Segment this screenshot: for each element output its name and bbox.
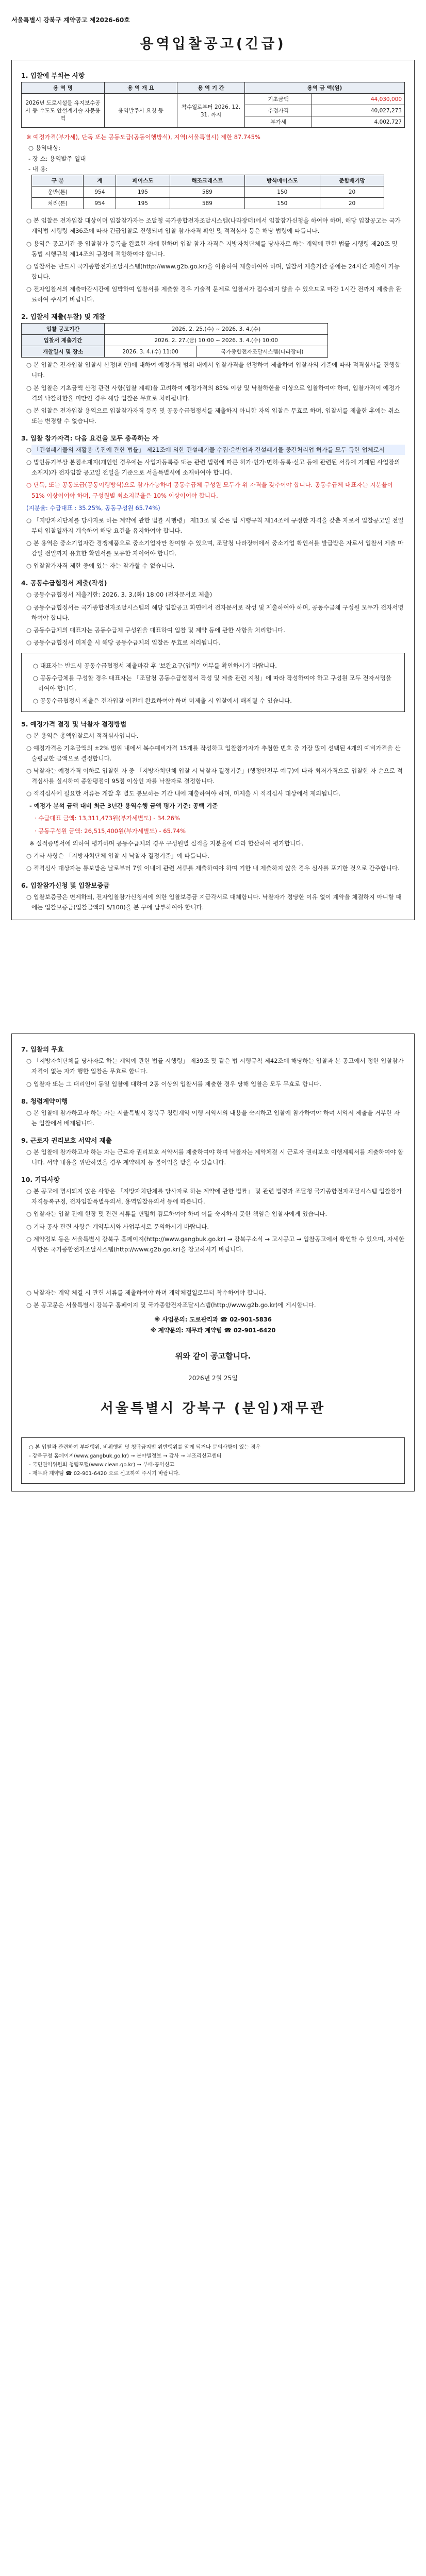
s8-para-1: ○ 본 입찰에 참가하고자 하는 자는 서울특별시 강북구 청렴계약 이행 서약서의 내용을 숙지하고 입찰에 참가하여야 하며 서약서 제출을 거부한 자는 입찰에서 배제됩니다. xyxy=(26,1109,400,1127)
vt-h1: 계 xyxy=(84,175,116,187)
section-3-heading: 3. 입찰 참가자격: 다음 요건을 모두 충족하는 자 xyxy=(21,434,159,443)
section-1-heading: 1. 입찰에 부치는 사항 xyxy=(21,72,85,79)
th-amount: 용역 금 액(원) xyxy=(245,82,405,94)
s3-para-7: ○ 입찰참가자격 제한 중에 있는 자는 참가할 수 없습니다. xyxy=(26,562,175,570)
schedule-label: 입찰 공고기간 xyxy=(22,324,105,335)
section-7-heading: 7. 입찰의 무효 xyxy=(21,1045,64,1054)
footer-line-2: - 강북구청 홈페이지(www.gangbuk.go.kr) → 분야별정보 → 감사 → 부조리신고센터 xyxy=(29,1453,222,1459)
s5-para-2: ○ 예정가격은 기초금액의 ±2% 범위 내에서 복수예비가격 15개를 작성하고 입찰참가자가 추첨한 번호 중 가장 많이 선택된 4개의 예비가격을 산술평균한 금액으로 결정합니다. xyxy=(26,744,401,762)
s5-price-line-1: · 수급대표 금액: 13,311,473원(부가세별도) - 34.26% xyxy=(35,815,180,822)
table-cell: 589 xyxy=(170,187,244,198)
schedule-label: 개찰일시 및 장소 xyxy=(22,346,105,358)
table-cell: 195 xyxy=(116,198,170,209)
section-9-heading: 9. 근로자 권리보호 서약서 제출 xyxy=(21,1136,112,1144)
vt-h4: 방식메이스도 xyxy=(245,175,320,187)
s4-box-para-2: ○ 공동수급체를 구성할 경우 대표자는 「조달청 공동수급협정서 작성 및 제출 관련 지침」에 따라 작성하여야 하고 구성원 모두 전자서명을 하여야 합니다. xyxy=(33,674,392,692)
schedule-value: 2026. 3. 4.(수) 11:00 xyxy=(105,346,196,358)
service-period: 착수일로부터 2026. 12. 31. 까지 xyxy=(177,94,245,128)
document-number: 서울특별시 강북구 계약공고 제2026-60호 xyxy=(11,16,130,24)
contact-inquiry: ※ 사업문의: 도로관리과 ☎ 02-901-5836 xyxy=(154,1316,272,1324)
section-5-heading: 5. 예정가격 결정 및 낙찰자 결정방법 xyxy=(21,720,127,728)
s3-para-3: ○ 단독, 또는 공동도급(공동이행방식)으로 참가가능하며 공동수급체 구성원 모두가 위 자격을 갖추어야 합니다. 공동수급체 대표자는 지분율이 51% 이상이어야 하며, 구성원별 최소지분율은 10% 이상이어야 합니다. xyxy=(26,481,393,499)
schedule-value: 2026. 2. 25.(수) ~ 2026. 3. 4.(수) xyxy=(105,324,328,335)
service-summary: 용역발주시 요청 등 xyxy=(105,94,177,128)
s5-price-para-2: ○ 기타 사항은 「지방자치단체 입찰 시 낙찰자 결정기준」에 따릅니다. xyxy=(26,852,209,859)
s10-para-4: ○ 계약정보 등은 서울특별시 강북구 홈페이지(http://www.gangbuk.go.kr) → 강북구소식 → 고시공고 → 입찰공고에서 확인할 수 있으며, 자세한 사항은 국가종합전자조달시스템(http://www.g2b.go.kr)을 참고하시기 바랍니다. xyxy=(26,1235,405,1253)
service-name: 2026년 도로시설물 유지보수공사 등 수도도 안설계기술 자문용역 xyxy=(22,94,105,128)
footer-line-4: - 재무과 계약팀 ☎ 02-901-6420 으로 신고하여 주시기 바랍니다. xyxy=(29,1470,180,1477)
th-summary: 용 역 개 요 xyxy=(105,82,177,94)
s4-box-para-1: ○ 대표자는 반드시 공동수급협정서 제출마감 후 '보완요구(입력)' 여부를 확인하시기 바랍니다. xyxy=(33,662,277,670)
est-amount-label: 추정가격 xyxy=(245,105,312,116)
s3-para-6: ○ 본 용역은 중소기업자간 경쟁제품으로 중소기업자만 참여할 수 있으며, 조달청 나라장터에서 중소기업 확인서를 발급받은 자로서 입찰서 제출 마감일 전일까지 유효한 확인서를 보유한 자이어야 합니다. xyxy=(26,539,404,557)
s10-para-2: ○ 입찰자는 입찰 전에 현장 및 관련 서류를 면밀히 검토하여야 하며 이를 숙지하지 못한 책임은 입찰자에게 있습니다. xyxy=(26,1210,327,1218)
announcement-document xyxy=(11,11,415,1492)
table-cell: 150 xyxy=(245,198,320,209)
table-row xyxy=(22,335,328,346)
vat-amount-label: 부가세 xyxy=(245,116,312,128)
s3-para-4: (지분율: 수급대표 : 35.25%, 공동구성원 65.74%) xyxy=(26,504,160,512)
s1-para-4: ○ 전자입찰서의 제출마감시간에 임박하여 입찰서를 제출할 경우 기술적 문제로 입찰서가 접수되지 않을 수 있으므로 마감 1시간 전까지 제출을 완료하여 주시기 바랍니다. xyxy=(26,285,402,303)
vat-amount: 4,002,727 xyxy=(312,116,405,128)
s6-para-1: ○ 입찰보증금은 면제하되, 전자입찰참가신청서에 의한 입찰보증금 지급각서로 대체합니다. 낙찰자가 정당한 이유 없이 계약을 체결하지 아니할 때에는 입찰보증금(입찰금액의 5/100)을 본 구에 납부하여야 합니다. xyxy=(26,893,402,911)
s7-para-2: ○ 입찰자 또는 그 대리인이 동일 입찰에 대하여 2통 이상의 입찰서를 제출한 경우 당해 입찰은 모두 무효로 합니다. xyxy=(26,1080,321,1088)
s5-price-para-1: ※ 실적증명서에 의하여 평가하며 공동수급체의 경우 구성원별 실적을 지분율에 따라 합산하여 평가합니다. xyxy=(29,839,304,847)
est-amount: 40,027,273 xyxy=(312,105,405,116)
schedule-value: 국가종합전자조달시스템(나라장터) xyxy=(196,346,328,358)
section-1-note: ※ 예정가격(부가세), 단독 또는 공동도급(공동이행방식), 지역(서울특별시) 제한 87.745% xyxy=(26,133,260,141)
issuer-name: 서울특별시 강북구 (분임)재무관 xyxy=(100,1400,326,1416)
s5-price-heading: - 예정가 분석 금액 대비 최근 3년간 용역수행 금액 평가 기준: 공백 기준 xyxy=(29,802,218,810)
vt-h3: 해조크레스트 xyxy=(170,175,244,187)
s4-para-2: ○ 공동수급협정서는 국가종합전자조달시스템의 해당 입찰공고 화면에서 전자문서로 작성 및 제출하여야 하며, 공동수급체 구성원 모두가 전자서명하여야 합니다. xyxy=(26,603,404,621)
s10-para-1: ○ 본 공고에 명시되지 않은 사항은 「지방자치단체를 당사자로 하는 계약에 관한 법률」 및 관련 법령과 조달청 국가종합전자조달시스템 입찰참가자격등록규정, 전자입찰특별유의서, 용역입찰유의서 등에 따릅니다. xyxy=(26,1188,402,1206)
section-8-heading: 8. 청렴계약이행 xyxy=(21,1097,68,1105)
base-amount: 44,030,000 xyxy=(312,94,405,105)
vt-h0: 구 분 xyxy=(32,175,84,187)
bullet-3: - 내 용: xyxy=(28,165,48,173)
s5-para-3: ○ 낙찰자는 예정가격 이하로 입찰한 자 중 「지방자치단체 입찰 시 낙찰자 결정기준」(행정안전부 예규)에 따라 최저가격으로 입찰한 자 순으로 적격심사를 실시하여 종합평점이 95점 이상인 자를 낙찰자로 결정합니다. xyxy=(26,767,403,785)
table-cell: 20 xyxy=(320,198,384,209)
section-2-heading: 2. 입찰서 제출(투찰) 및 개찰 xyxy=(21,313,106,321)
vt-h2: 페이스도 xyxy=(116,175,170,187)
section-10-heading: 10. 기타사항 xyxy=(21,1176,60,1184)
s10-para-3: ○ 기타 공사 관련 사항은 계약부서와 사업부서로 문의하시기 바랍니다. xyxy=(26,1223,209,1230)
table-cell: 954 xyxy=(84,198,116,209)
s4-notice-box xyxy=(21,653,405,712)
schedule-table xyxy=(21,323,328,358)
vt-h5: 준합배기망 xyxy=(320,175,384,187)
schedule-value: 2026. 2. 27.(금) 10:00 ~ 2026. 3. 4.(수) 10:00 xyxy=(105,335,328,346)
page-2 xyxy=(11,1033,415,1491)
s7-para-1: ○ 「지방자치단체를 당사자로 하는 계약에 관한 법률 시행령」 제39조 및 같은 법 시행규칙 제42조에 해당하는 입찰과 본 공고에서 정한 입찰참가자격이 없는 자가 행한 입찰은 무효로 합니다. xyxy=(26,1057,404,1075)
s10-final-1: ○ 낙찰자는 계약 체결 시 관련 서류를 제출하여야 하며 계약체결일로부터 착수하여야 합니다. xyxy=(26,1289,266,1296)
s3-para-2: ○ 법인등기부상 본점소재지(개인인 경우에는 사업자등록증 또는 관련 법령에 따른 허가·인가·면허·등록·신고 등에 관련된 서류에 기재된 사업장의 소재지)가 전자입찰 공고일 전일을 기준으로 서울특별시에 소재하여야 합니다. xyxy=(26,459,400,477)
section-6-heading: 6. 입찰참가신청 및 입찰보증금 xyxy=(21,882,110,890)
s1-para-1: ○ 본 입찰은 전자입찰 대상이며 입찰참가자는 조달청 국가종합전자조달시스템(나라장터)에서 입찰참가신청을 하여야 하며, 해당 입찰공고는 국가계약법 시행령 제36조에 따라 긴급입찰로 진행되며 입찰 참가자격 확인 및 적격심사 등은 해당 법령에 따릅니다. xyxy=(26,217,401,235)
document-title: 용역입찰공고(긴급) xyxy=(140,36,286,52)
table-row xyxy=(22,346,328,358)
schedule-label: 입찰서 제출기간 xyxy=(22,335,105,346)
s3-text-1: ○ 「건설폐기물의 재활용 촉진에 관한 법률」 제21조에 의한 건설폐기물 수집·운반업과 건설폐기물 중간처리업 허가를 모두 득한 업체로서 xyxy=(31,445,405,455)
s9-para-1: ○ 본 입찰에 참가하고자 하는 자는 근로자 권리보호 서약서를 제출하여야 하며 낙찰자는 계약체결 시 근로자 권리보호 이행계획서를 제출하여야 합니다. 서약 내용을 위반하였을 경우 계약해지 등 불이익을 받을 수 있습니다. xyxy=(26,1148,404,1166)
s5-price-para-3: ○ 적격심사 대상자는 통보받은 날로부터 7일 이내에 관련 서류를 제출하여야 하며 기한 내 제출하지 않을 경우 심사를 포기한 것으로 간주합니다. xyxy=(26,864,400,872)
s4-para-1: ○ 공동수급협정서 제출기한: 2026. 3. 3.(화) 18:00 (전자문서로 제출) xyxy=(26,591,212,599)
s5-para-1: ○ 본 용역은 총액입찰로서 적격심사입니다. xyxy=(26,732,139,739)
table-cell: 20 xyxy=(320,187,384,198)
bullet-2: - 장 소: 용역발주 일대 xyxy=(28,155,86,162)
s4-para-4: ○ 공동수급협정서 미제출 시 해당 공동수급체의 입찰은 무효로 처리됩니다. xyxy=(26,638,221,646)
footer-line-1: ○ 본 입찰과 관련하여 부패행위, 비위행위 및 청탁금지법 위반행위를 알게 되거나 문의사항이 있는 경우 xyxy=(29,1444,261,1450)
section-1 xyxy=(11,60,415,920)
table-cell: 처리(톤) xyxy=(32,198,84,209)
s3-para-1 xyxy=(26,445,405,455)
s5-price-line-2: · 공동구성원 금액: 26,515,400원(부가세별도) - 65.74% xyxy=(35,827,186,835)
table-cell: 150 xyxy=(245,187,320,198)
s4-box-para-3: ○ 공동수급협정서 제출은 전자입찰 이전에 완료하여야 하며 미제출 시 입찰에서 배제될 수 있습니다. xyxy=(33,697,292,705)
table-row xyxy=(32,187,384,198)
contract-summary-table xyxy=(21,82,405,128)
contact-contract: ※ 계약문의: 재무과 계약팀 ☎ 02-901-6420 xyxy=(150,1326,276,1334)
table-row xyxy=(22,324,328,335)
table-row xyxy=(32,198,384,209)
s1-para-3: ○ 입찰서는 반드시 국가종합전자조달시스템(http://www.g2b.go.kr)을 이용하여 제출하여야 하며, 입찰서 제출기간 중에는 24시간 제출이 가능합니다. xyxy=(26,262,400,280)
volume-table xyxy=(31,175,384,209)
s5-para-4: ○ 적격심사에 필요한 서류는 개찰 후 별도 통보하는 기간 내에 제출하여야 하며, 미제출 시 적격심사 대상에서 제외됩니다. xyxy=(26,790,341,798)
closing-text: 위와 같이 공고합니다. xyxy=(175,1351,251,1361)
s10-final-2: ○ 본 공고문은 서울특별시 강북구 홈페이지 및 국가종합전자조달시스템(http://www.g2b.go.kr)에 게시합니다. xyxy=(26,1301,316,1309)
s2-para-3: ○ 본 입찰은 전자입찰 용역으로 입찰참가자격 등록 및 공동수급협정서를 제출하지 아니한 자의 입찰은 무효로 하며, 입찰서를 제출한 후에는 취소 또는 변경할 수 없습니다. xyxy=(26,406,400,425)
th-name: 용 역 명 xyxy=(22,82,105,94)
table-cell: 운반(톤) xyxy=(32,187,84,198)
th-period: 용 역 기 간 xyxy=(177,82,245,94)
table-cell: 954 xyxy=(84,187,116,198)
base-amount-label: 기초금액 xyxy=(245,94,312,105)
report-notice-box xyxy=(21,1437,405,1484)
table-cell: 589 xyxy=(170,198,244,209)
s2-para-1: ○ 본 입찰은 전자입찰 입찰서 산정(확인)에 대하여 예정가격 범위 내에서 입찰가격을 선정하여 제출하며 입찰자의 기준에 따라 적격심사를 진행합니다. xyxy=(26,361,401,379)
s2-para-2: ○ 본 입찰은 기초금액 산정 관련 사항(입찰 계획)을 고려하여 예정가격의 85% 이상 및 낙찰하한율 이상으로 입찰하여야 하며, 입찰가격이 예정가격의 낙찰하한율 미만인 경우 해당 입찰은 무효로 처리됩니다. xyxy=(26,384,401,402)
s4-para-3: ○ 공동수급체의 대표자는 공동수급체 구성원을 대표하여 입찰 및 계약 등에 관한 사항을 처리합니다. xyxy=(26,626,285,634)
footer-line-3: - 국민권익위원회 청렴포털(www.clean.go.kr) → 부패·공익신고 xyxy=(29,1462,175,1468)
issue-date: 2026년 2월 25일 xyxy=(188,1374,238,1382)
bullet-1: ○ 용역대상: xyxy=(28,144,60,152)
s3-para-5: ○ 「지방자치단체를 당사자로 하는 계약에 관한 법률 시행령」 제13조 및 같은 법 시행규칙 제14조에 규정한 자격을 갖춘 자로서 입찰공고일 전일부터 입찰일까지 계속하여 해당 요건을 유지하여야 합니다. xyxy=(26,516,404,534)
table-cell: 195 xyxy=(116,187,170,198)
s1-para-2: ○ 용역은 공고기간 중 입찰참가 등록을 완료한 자에 한하며 입찰 참가 자격은 지방자치단체를 당사자로 하는 계약에 관한 법률 시행령 제20조 및 동법 시행규칙 제14조의 규정에 적합하여야 합니다. xyxy=(26,240,398,258)
section-4-heading: 4. 공동수급협정서 제출(작성) xyxy=(21,579,107,587)
